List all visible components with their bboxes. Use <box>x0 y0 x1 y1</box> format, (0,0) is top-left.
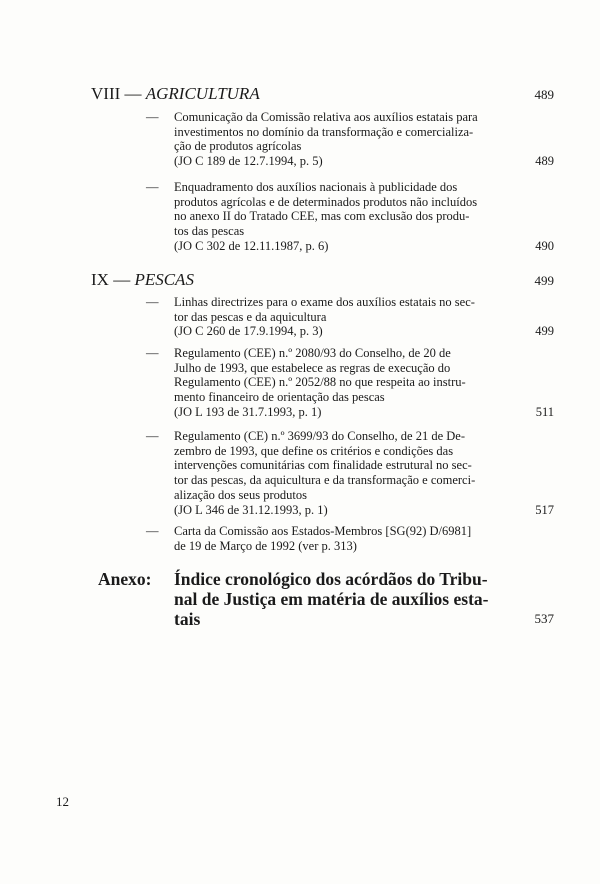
annex-line: nal de Justiça em matéria de auxílios esta- <box>174 589 489 609</box>
annex-title <box>174 569 494 629</box>
toc-entry <box>146 180 554 254</box>
section-title <box>91 270 194 290</box>
section-roman: IX — <box>91 270 131 289</box>
entry-line: (JO L 193 de 31.7.1993, p. 1) <box>174 404 322 419</box>
entry-line: Regulamento (CEE) n.º 2080/93 do Conselho, de 20 de <box>174 346 451 360</box>
toc-entry <box>146 346 554 420</box>
entry-dash: — <box>146 524 159 538</box>
entry-line: Enquadramento dos auxílios nacionais à publicidade dos <box>174 180 458 194</box>
entry-page: 511 <box>535 404 554 419</box>
entry-line: tor das pescas e da aquicultura <box>174 309 327 324</box>
entry-line: (JO C 302 de 12.11.1987, p. 6) <box>174 238 329 253</box>
entry-dash: — <box>146 346 159 360</box>
entry-line: (JO C 260 de 17.9.1994, p. 3) <box>174 324 323 339</box>
toc-entry <box>146 110 554 169</box>
annex-entry <box>98 569 554 629</box>
entry-line: (JO C 189 de 12.7.1994, p. 5) <box>174 154 323 169</box>
entry-line: tos das pescas <box>174 224 245 239</box>
entry-page: 517 <box>535 502 554 517</box>
entry-page: 499 <box>535 324 554 339</box>
entry-dash: — <box>146 110 159 124</box>
entry-dash: — <box>146 295 159 309</box>
toc-entry <box>146 524 554 553</box>
section-page: 499 <box>534 273 554 288</box>
entry-line: produtos agrícolas e de determinados produtos não incluídos <box>174 194 478 209</box>
entry-line: Carta da Comissão aos Estados-Membros [SG(92) D/6981] <box>174 524 472 538</box>
toc-entry <box>146 295 554 339</box>
entry-dash: — <box>146 429 159 443</box>
entry-line: no anexo II do Tratado CEE, mas com exclusão dos produ- <box>174 209 470 224</box>
entry-page: 490 <box>535 238 554 253</box>
annex-line: tais <box>174 609 201 629</box>
entry-dash: — <box>146 180 159 194</box>
page-number: 12 <box>56 794 69 809</box>
section-name: PESCAS <box>134 270 194 289</box>
section-heading-pescas <box>91 270 554 290</box>
entry-line: (JO L 346 de 31.12.1993, p. 1) <box>174 502 328 517</box>
annex-line: Índice cronológico dos acórdãos do Tribu- <box>174 569 488 589</box>
section-name: AGRICULTURA <box>145 84 260 103</box>
annex-page: 537 <box>534 611 554 626</box>
entry-line: Linhas directrizes para o exame dos auxílios estatais no sec- <box>174 295 475 309</box>
entry-line: ção de produtos agrícolas <box>174 139 302 154</box>
entry-line: Comunicação da Comissão relativa aos auxílios estatais para <box>174 110 478 124</box>
entry-line: Regulamento (CE) n.º 3699/93 do Conselho, de 21 de De- <box>174 429 465 443</box>
entry-page: 489 <box>535 154 554 169</box>
entry-line: mento financeiro de orientação das pescas <box>174 390 385 405</box>
section-heading-agricultura <box>91 84 554 104</box>
entry-line: de 19 de Março de 1992 (ver p. 313) <box>174 538 357 553</box>
section-page: 489 <box>534 87 554 102</box>
entry-line: intervenções comunitárias com finalidade estrutural no sec- <box>174 458 472 473</box>
entry-line: Regulamento (CEE) n.º 2052/88 no que respeita ao instru- <box>174 375 466 390</box>
entry-line: Julho de 1993, que estabelece as regras de execução do <box>174 360 451 375</box>
toc-entry <box>146 429 554 517</box>
annex-label: Anexo: <box>98 569 152 589</box>
entry-line: alização dos seus produtos <box>174 487 307 502</box>
entry-line: zembro de 1993, que define os critérios e condições das <box>174 443 454 458</box>
entry-line: tor das pescas, da aquicultura e da transformação e comerci- <box>174 473 476 488</box>
entry-line: investimentos no domínio da transformação e comercializa- <box>174 124 474 139</box>
section-title <box>91 84 260 104</box>
section-roman: VIII — <box>91 84 142 103</box>
